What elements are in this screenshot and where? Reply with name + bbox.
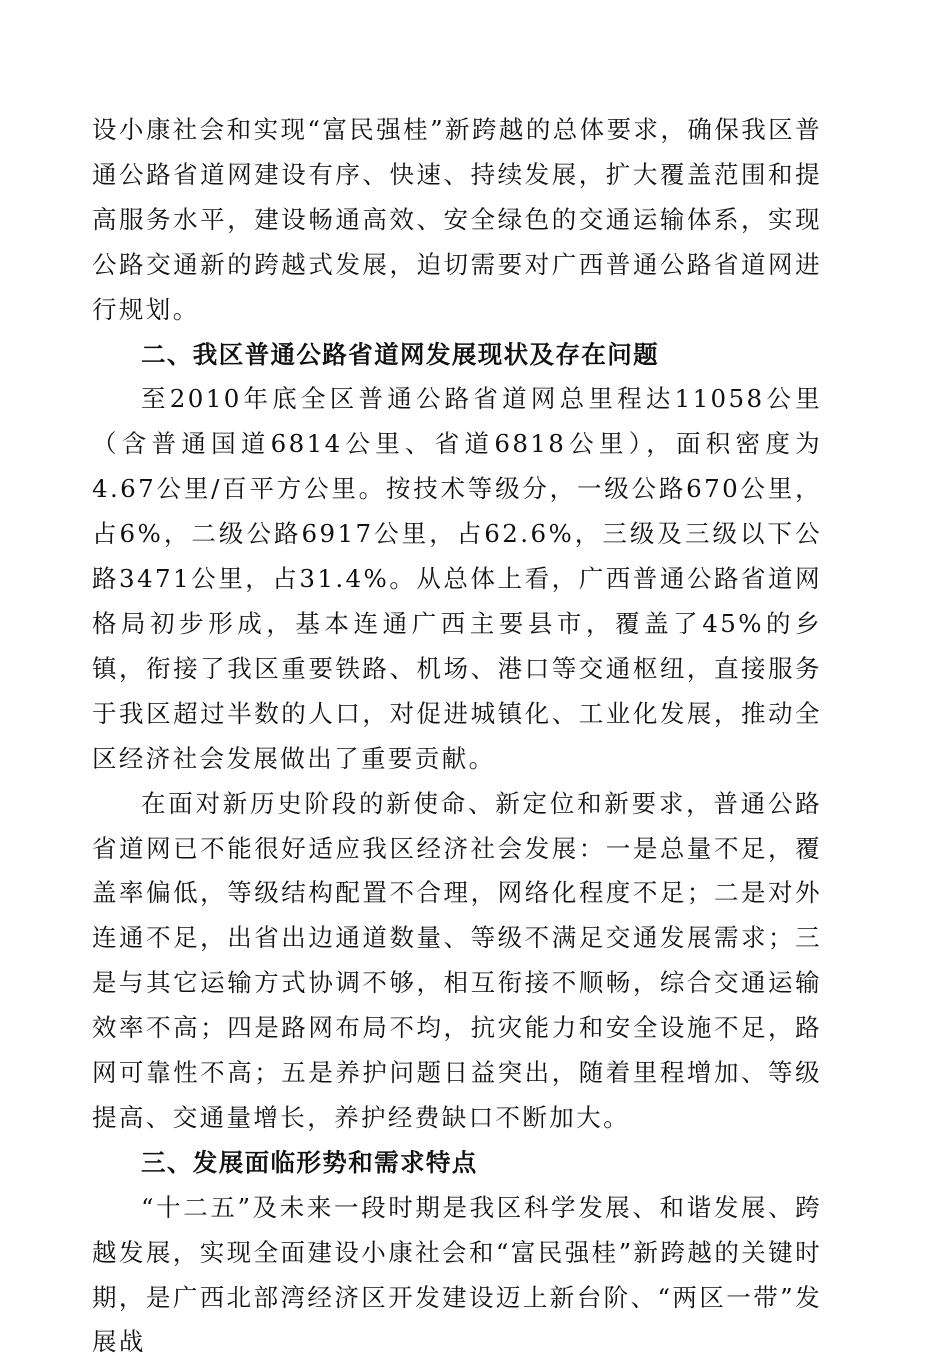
section-heading-2: 二、我区普通公路省道网发展现状及存在问题 (141, 339, 659, 369)
document-body (92, 108, 822, 1365)
paragraph-current-status: 至2010年底全区普通公路省道网总里程达11058公里（含普通国道6814公里、省道6818公里），面积密度为4.67公里/百平方公里。按技术等级分，一级公路670公里，占6%，二级公路6917公里，占62.6%，三级及三级以下公路3471公里，占31.4%。从总体上看，广西普通公路省道网格局初步形成，基本连通广西主要县市，覆盖了45%的乡镇，衔接了我区重要铁路、机场、港口等交通枢纽，直接服务于我区超过半数的人口，对促进城镇化、工业化发展，推动全区经济社会发展做出了重要贡献。 (92, 384, 822, 773)
paragraph-existing-problems: 在面对新历史阶段的新使命、新定位和新要求，普通公路省道网已不能很好适应我区经济社会发展：一是总量不足，覆盖率偏低，等级结构配置不合理，网络化程度不足；二是对外连通不足，出省出边通道数量、等级不满足交通发展需求；三是与其它运输方式协调不够，相互衔接不顺畅，综合交通运输效率不高；四是路网布局不均，抗灾能力和安全设施不足，路网可靠性不高；五是养护问题日益突出，随着里程增加、等级提高、交通量增长，养护经费缺口不断加大。 (92, 788, 822, 1132)
paragraph-situation-demand: “十二五”及未来一段时期是我区科学发展、和谐发展、跨越发展，实现全面建设小康社会和“富民强桂”新跨越的关键时期，是广西北部湾经济区开发建设迈上新台阶、“两区一带”发展战 (92, 1192, 822, 1357)
paragraph-intro-continuation: 设小康社会和实现“富民强桂”新跨越的总体要求，确保我区普通公路省道网建设有序、快速、持续发展，扩大覆盖范围和提高服务水平，建设畅通高效、安全绿色的交通运输体系，实现公路交通新的跨越式发展，迫切需要对广西普通公路省道网进行规划。 (92, 115, 822, 324)
section-heading-3: 三、发展面临形势和需求特点 (141, 1147, 478, 1177)
